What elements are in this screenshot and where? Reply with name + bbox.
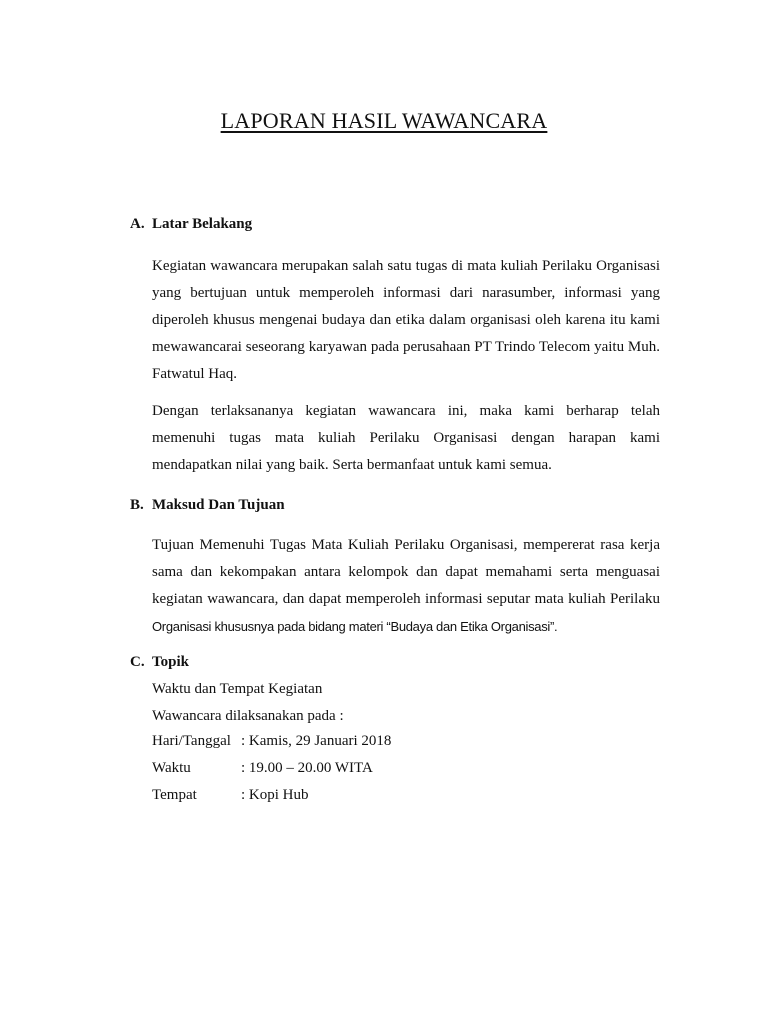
section-b-paragraph [152, 532, 660, 641]
section-a-title: Latar Belakang [152, 216, 253, 232]
detail-row-time [152, 760, 373, 777]
section-b-heading [130, 497, 285, 514]
topic-line-1: Waktu dan Tempat Kegiatan [152, 681, 323, 697]
section-b-paragraph-tail: Organisasi khususnya pada bidang materi “Budaya dan Etika Organisasi”. [152, 619, 558, 634]
detail-key-time: Waktu [152, 760, 191, 776]
detail-value-date: : Kamis, 29 Januari 2018 [241, 733, 392, 749]
detail-value-time: : 19.00 – 20.00 WITA [241, 760, 373, 776]
section-a-paragraph-2: Dengan terlaksananya kegiatan wawancara ini, maka kami berharap telah memenuhi tugas mata kuliah Perilaku Organisasi dengan harapan kami mendapatkan nilai yang baik. Serta bermanfaat untuk kami semua. [152, 403, 660, 473]
section-c-title: Topik [152, 654, 189, 670]
topic-line-2: Wawancara dilaksanakan pada : [152, 708, 344, 724]
detail-row-date [152, 733, 391, 750]
section-a-heading [130, 216, 252, 233]
section-b-paragraph-main: Tujuan Memenuhi Tugas Mata Kuliah Perilaku Organisasi, mempererat rasa kerja sama dan kekompakan antara kelompok dan dapat memahami serta menguasai kegiatan wawancara, dan dapat memperoleh informasi seputar mata kuliah Perilaku [152, 537, 660, 607]
section-a-paragraph-1: Kegiatan wawancara merupakan salah satu tugas di mata kuliah Perilaku Organisasi yang bertujuan untuk memperoleh informasi dari narasumber, informasi yang diperoleh khusus mengenai budaya dan etika dalam organisasi oleh karena itu kami mewawancarai seseorang karyawan pada perusahaan PT Trindo Telecom yaitu Muh. Fatwatul Haq. [152, 258, 660, 382]
detail-key-place: Tempat [152, 787, 197, 803]
section-a-letter: A. [130, 216, 145, 232]
detail-row-place [152, 787, 309, 804]
section-c-letter: C. [130, 654, 145, 670]
section-b-title: Maksud Dan Tujuan [152, 497, 285, 513]
section-c-heading [130, 654, 189, 671]
detail-key-date: Hari/Tanggal [152, 733, 231, 749]
document-title: LAPORAN HASIL WAWANCARA [220, 108, 548, 133]
section-b-letter: B. [130, 497, 144, 513]
detail-value-place: : Kopi Hub [241, 787, 309, 803]
